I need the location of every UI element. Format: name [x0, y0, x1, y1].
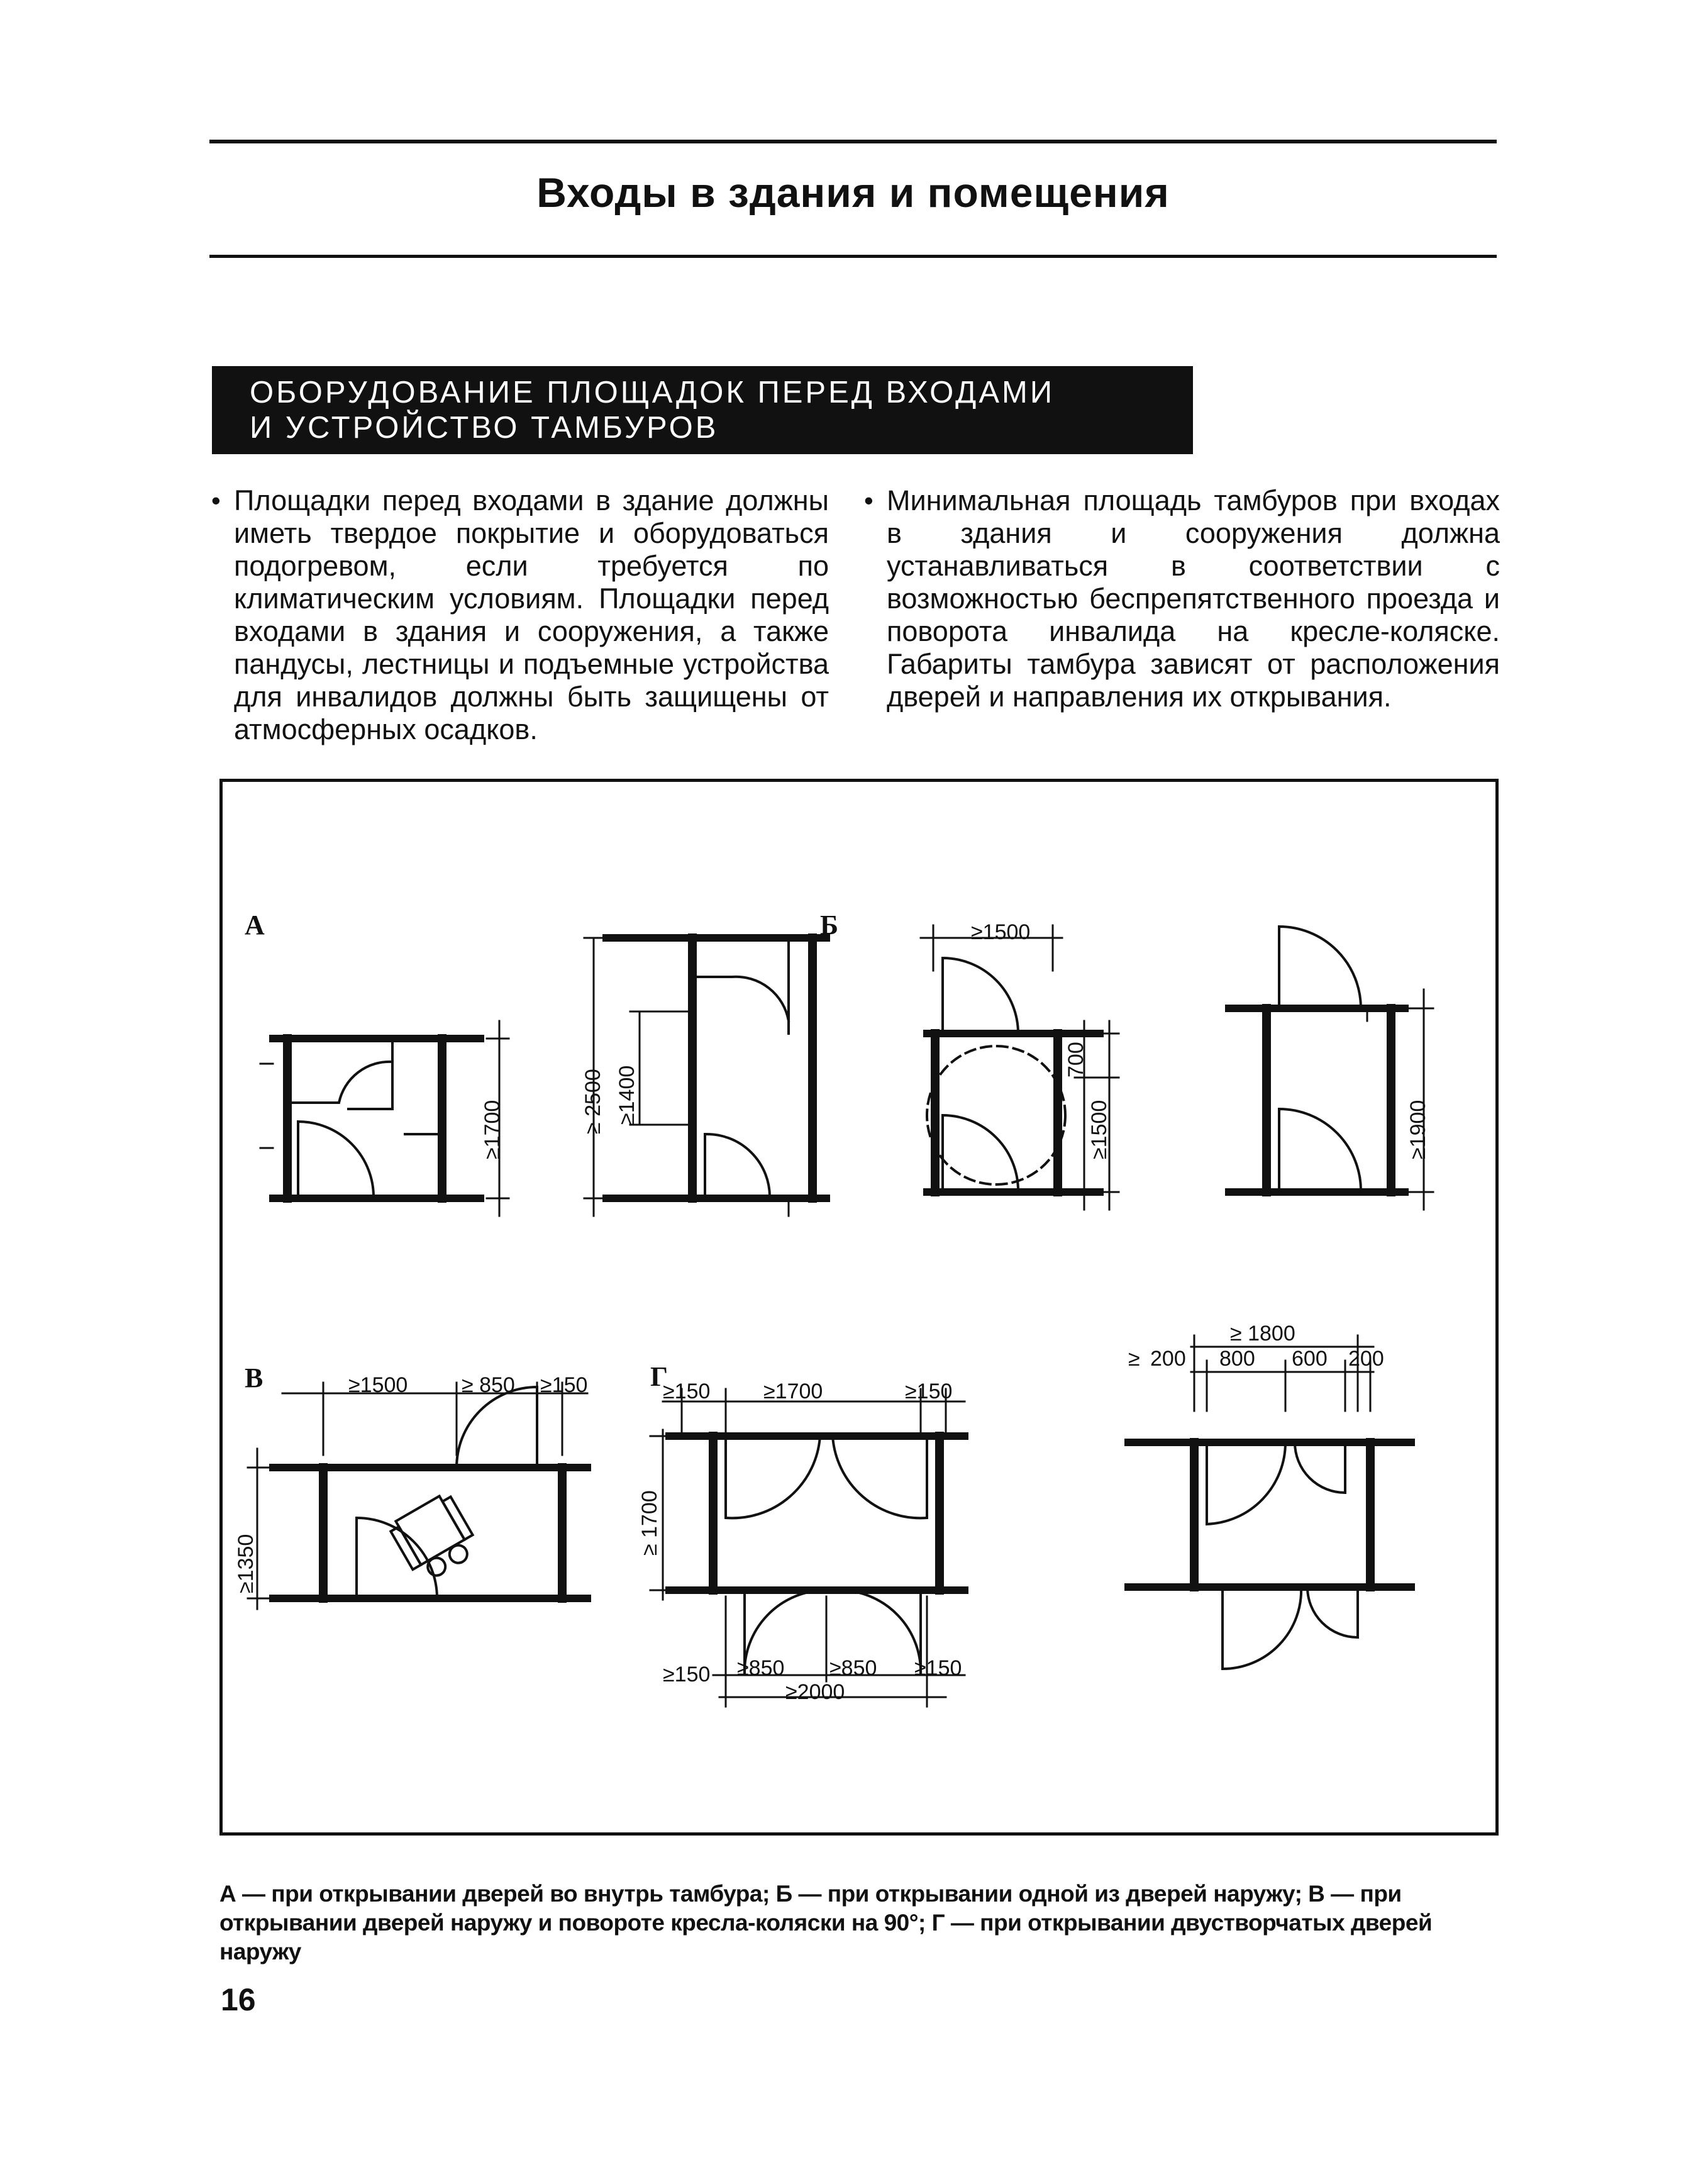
dim-g-top-1700: ≥1700	[763, 1379, 823, 1403]
right-paragraph: Минимальная площадь тамбуров при входах в здания и сооружения должна устанавливаться в соответствии с возможностью беспрепятственного проезда и поворота инвалида на кресле-коляске. Габариты тамбура зависят от расположения дверей и направления их открывания.	[887, 484, 1500, 713]
dim-g2-200a: 200	[1150, 1347, 1186, 1371]
dim-b-1500v: ≥1500	[1087, 1100, 1111, 1159]
dim-g2-800: 800	[1219, 1347, 1255, 1371]
dim-g-bot-850a: ≥850	[737, 1656, 785, 1680]
dim-g-bot-2000: ≥2000	[785, 1680, 845, 1704]
dim-g2-200b: 200	[1348, 1347, 1384, 1371]
page-number: 16	[221, 1982, 256, 2017]
label-b: Б	[820, 910, 839, 940]
section-banner	[212, 366, 1193, 454]
bullet-marker: •	[211, 486, 221, 515]
dim-a-1400: ≥1400	[615, 1065, 639, 1125]
right-column	[864, 484, 1500, 713]
diagram-v-plan	[248, 1383, 587, 1609]
diagram-b-plan-2	[1229, 927, 1433, 1210]
dim-g-top-150b: ≥150	[905, 1379, 953, 1403]
dim-g-top-150a: ≥150	[663, 1379, 711, 1403]
dim-b-1500: ≥1500	[971, 920, 1031, 944]
dim-b-700: 700	[1064, 1042, 1088, 1078]
diagram-g-plan-2	[1128, 1335, 1411, 1669]
section-banner-line2: И УСТРОЙСТВО ТАМБУРОВ	[250, 411, 719, 445]
dim-v-150: ≥150	[540, 1373, 588, 1397]
dim-g-bot-150b: ≥150	[914, 1656, 962, 1680]
dim-g-side-1700: ≥ 1700	[638, 1490, 662, 1556]
vestibule-figure	[219, 779, 1499, 1836]
dim-b-1900: ≥1900	[1406, 1100, 1430, 1159]
dim-a-2500: ≥ 2500	[581, 1069, 605, 1134]
vestibule-diagrams	[223, 782, 1495, 1832]
dim-a-1700: ≥1700	[480, 1100, 504, 1159]
page-title: Входы в здания и помещения	[536, 169, 1170, 216]
figure-caption: А — при открывании дверей во внутрь тамбура; Б — при открывании одной из дверей наружу; В — при открывании дверей наружу и повороте кресла-коляски на 90°; Г — при открывании двустворчатых дверей наружу	[219, 1881, 1433, 1964]
label-a: А	[245, 910, 265, 940]
dim-v-1500: ≥1500	[348, 1373, 408, 1397]
bullet-marker: •	[864, 486, 873, 515]
dim-g2-600: 600	[1292, 1347, 1328, 1371]
header-rule-bottom	[209, 255, 1497, 258]
left-paragraph: Площадки перед входами в здание должны иметь твердое покрытие и оборудоваться подогревом, если требуется по климатическим условиям. Площадки перед входами в здания и сооружения, а также пандусы, лестницы и подъемные устройства для инвалидов должны быть защищены от атмосферных осадков.	[234, 484, 829, 745]
dim-g2-1800: ≥ 1800	[1230, 1322, 1295, 1346]
dim-g-bot-150a: ≥150	[663, 1663, 711, 1686]
label-v: В	[245, 1362, 263, 1393]
dim-g-bot-850b: ≥850	[829, 1656, 877, 1680]
left-column	[211, 484, 829, 746]
dim-v-1350: ≥1350	[234, 1534, 258, 1593]
dim-g2-prefix: ≥	[1128, 1347, 1140, 1371]
section-banner-line1: ОБОРУДОВАНИЕ ПЛОЩАДОК ПЕРЕД ВХОДАМИ	[250, 376, 1055, 410]
diagram-b-plan-1	[921, 925, 1119, 1210]
header-rule-top	[209, 140, 1497, 143]
diagram-a-plan-1	[260, 1021, 509, 1216]
dim-v-850: ≥ 850	[462, 1373, 515, 1397]
label-g: Г	[650, 1361, 668, 1392]
